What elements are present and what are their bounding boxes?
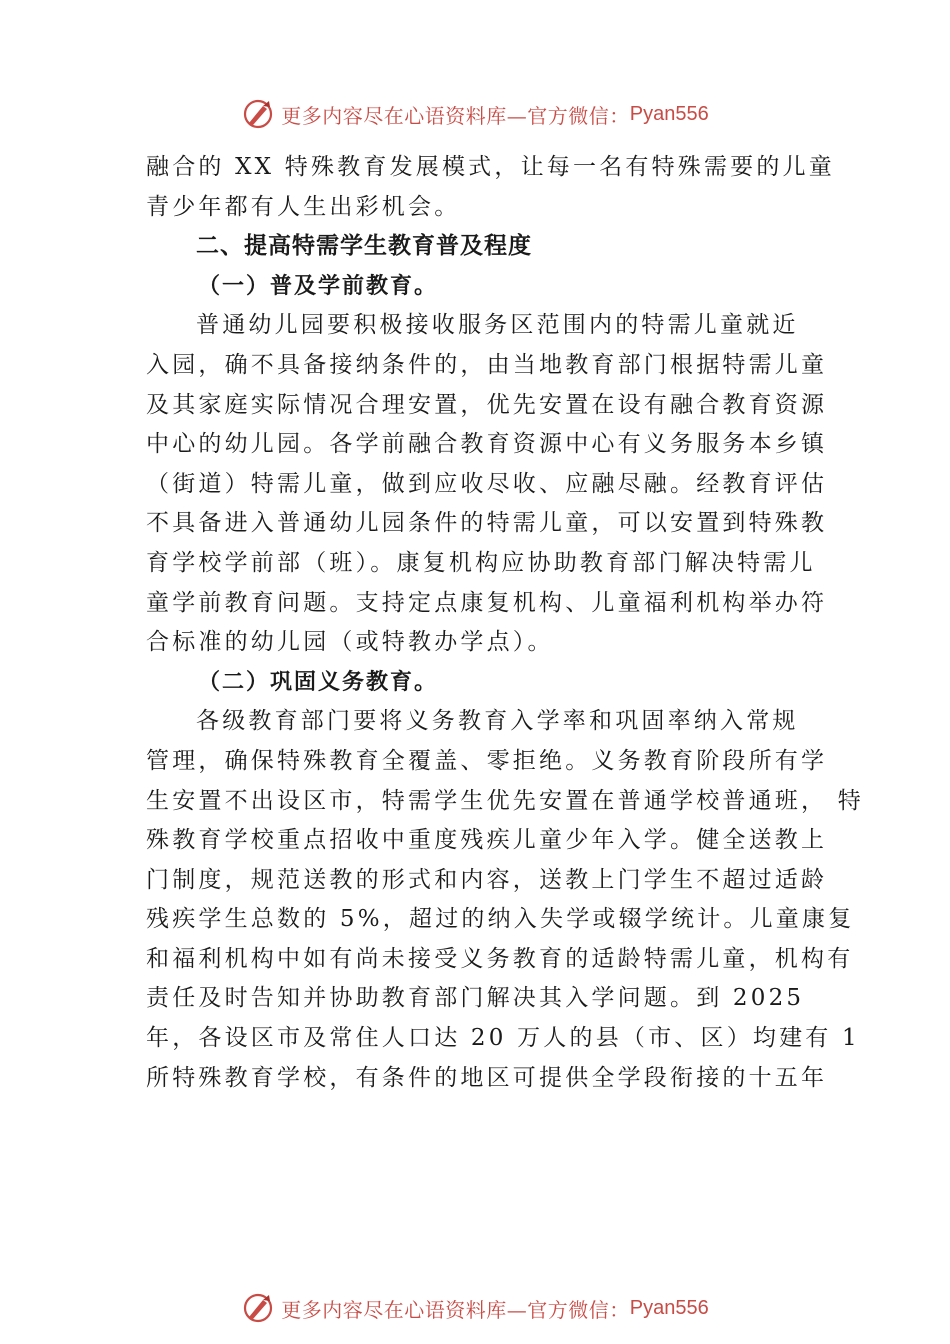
paragraph-line: 童学前教育问题。支持定点康复机构、儿童福利机构举办符 xyxy=(146,589,828,616)
paragraph-line: 殊教育学校重点招收中重度残疾儿童少年入学。健全送教上 xyxy=(146,827,828,854)
paragraph-line: 育学校学前部（班）。康复机构应协助教育部门解决特需儿 xyxy=(146,549,816,576)
quill-logo-icon xyxy=(241,97,275,131)
intro-line: 青少年都有人生出彩机会。 xyxy=(146,193,461,220)
paragraph-line: 和福利机构中如有尚未接受义务教育的适龄特需儿童，机构有 xyxy=(146,945,854,972)
document-body xyxy=(146,148,864,1098)
paragraph-line: 所特殊教育学校，有条件的地区可提供全学段衔接的十五年 xyxy=(146,1064,828,1091)
paragraph-line: 各级教育部门要将义务教育入学率和巩固率纳入常规 xyxy=(196,708,799,735)
watermark-wechat-id: Pyan556 xyxy=(629,1296,709,1319)
subsection-title-preschool: （一）普及学前教育。 xyxy=(198,272,439,299)
watermark-text: 更多内容尽在心语资料库—官方微信： xyxy=(281,1297,630,1322)
section-title: 二、提高特需学生教育普及程度 xyxy=(196,233,532,260)
footer-watermark xyxy=(0,1286,950,1330)
paragraph-line: 门制度，规范送教的形式和内容，送教上门学生不超过适龄 xyxy=(146,866,828,893)
paragraph-line: 责任及时告知并协助教育部门解决其入学问题。到 2025 xyxy=(146,985,805,1012)
paragraph-line: 不具备进入普通幼儿园条件的特需儿童，可以安置到特殊教 xyxy=(146,510,828,537)
paragraph-line: （街道）特需儿童，做到应收尽收、应融尽融。经教育评估 xyxy=(146,470,828,497)
paragraph-line: 普通幼儿园要积极接收服务区范围内的特需儿童就近 xyxy=(196,312,799,339)
paragraph-line: 入园，确不具备接纳条件的，由当地教育部门根据特需儿童 xyxy=(146,351,828,378)
paragraph-line: 合标准的幼儿园（或特教办学点）。 xyxy=(146,629,554,656)
paragraph-line: 中心的幼儿园。各学前融合教育资源中心有义务服务本乡镇 xyxy=(146,431,828,458)
watermark-wechat-id: Pyan556 xyxy=(629,102,709,125)
paragraph-line: 及其家庭实际情况合理安置，优先安置在设有融合教育资源 xyxy=(146,391,828,418)
intro-line: 融合的 XX 特殊教育发展模式，让每一名有特殊需要的儿童 xyxy=(146,154,835,180)
subsection-title-compulsory: （二）巩固义务教育。 xyxy=(198,668,439,695)
paragraph-line: 残疾学生总数的 5%，超过的纳入失学或辍学统计。儿童康复 xyxy=(146,906,855,933)
quill-logo-icon xyxy=(241,1291,275,1325)
header-watermark xyxy=(0,92,950,136)
watermark-text: 更多内容尽在心语资料库—官方微信： xyxy=(281,103,630,128)
paragraph-line: 管理，确保特殊教育全覆盖、零拒绝。义务教育阶段所有学 xyxy=(146,747,828,774)
paragraph-line: 年，各设区市及常住人口达 20 万人的县（市、区）均建有 1 xyxy=(146,1025,860,1052)
paragraph-line: 生安置不出设区市，特需学生优先安置在普通学校普通班， 特 xyxy=(146,787,864,814)
